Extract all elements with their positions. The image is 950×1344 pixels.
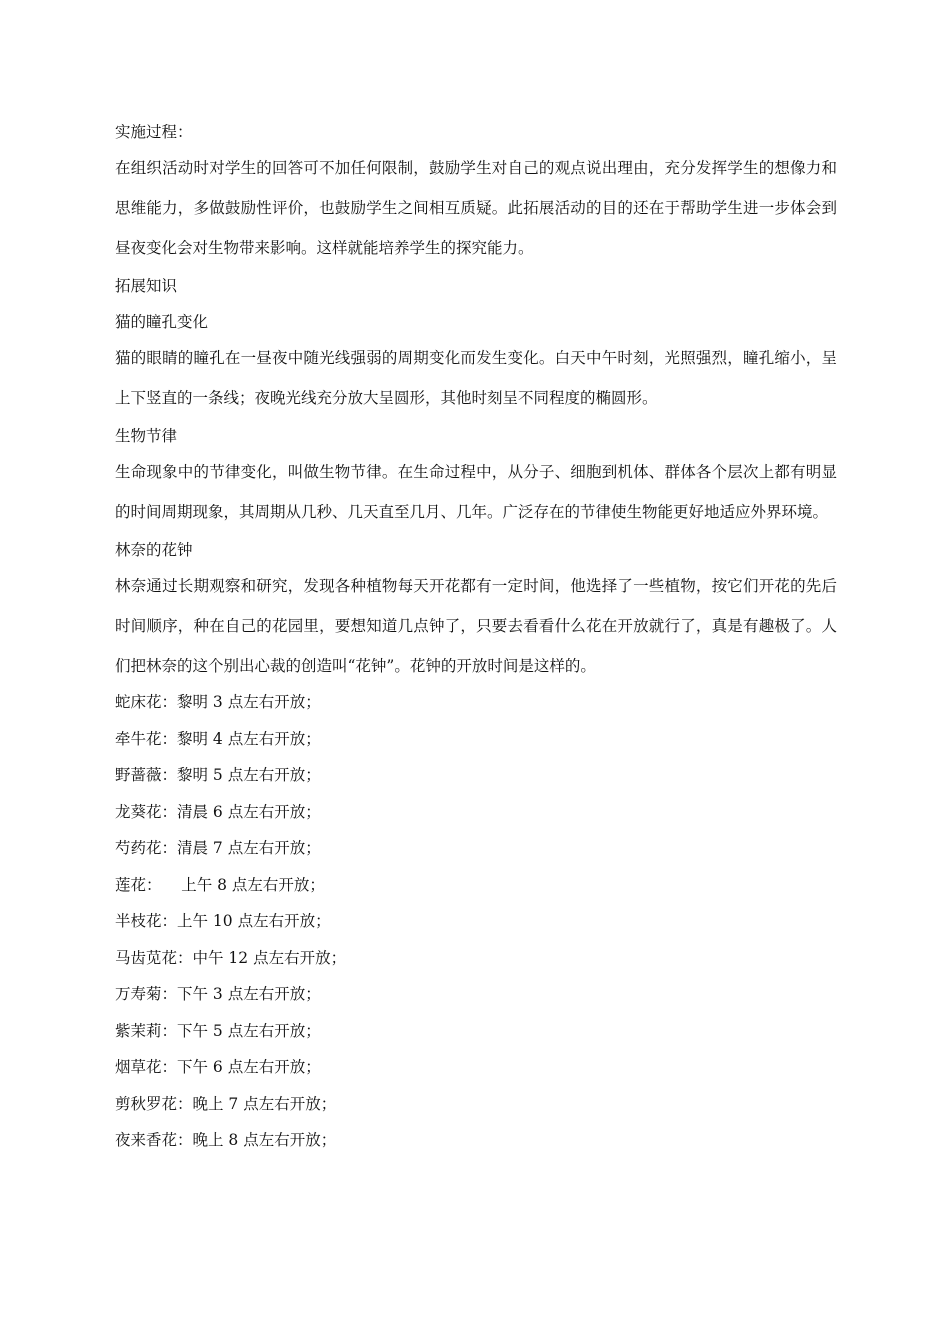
list-item: 剪秋罗花：晚上 7 点左右开放；: [115, 1094, 337, 1113]
list-item: 马齿苋花：中午 12 点左右开放；: [115, 948, 347, 967]
flower-clock-list: [115, 692, 837, 1150]
section-heading-extended-knowledge: 拓展知识: [115, 277, 178, 295]
paragraph-implementation: 在组织活动时对学生的回答可不加任何限制，鼓励学生对自己的观点说出理由，充分发挥学生的想像力和思维能力，多做鼓励性评价，也鼓励学生之间相互质疑。此拓展活动的目的还在于帮助学生进一步体会到昼夜变化会对生物带来影响。这样就能培养学生的探究能力。: [115, 159, 837, 257]
paragraph-flower-clock: 林奈通过长期观察和研究，发现各种植物每天开花都有一定时间，他选择了一些植物，按它们开花的先后时间顺序，种在自己的花园里，要想知道几点钟了，只要去看看什么花在开放就行了，真是有趣极了。人们把林奈的这个别出心裁的创造叫“花钟”。花钟的开放时间是这样的。: [115, 577, 837, 675]
section-heading-cat-pupil: 猫的瞳孔变化: [115, 313, 209, 331]
list-item: 莲花： 上午 8 点左右开放；: [115, 875, 325, 894]
list-item: 蛇床花：黎明 3 点左右开放；: [115, 693, 321, 711]
paragraph-cat-pupil: 猫的眼睛的瞳孔在一昼夜中随光线强弱的周期变化而发生变化。白天中午时刻，光照强烈，瞳孔缩小，呈上下竖直的一条线；夜晚光线充分放大呈圆形，其他时刻呈不同程度的椭圆形。: [115, 349, 837, 407]
document-page: [115, 122, 837, 1167]
section-heading-biorhythm: 生物节律: [115, 427, 178, 445]
list-item: 万寿菊：下午 3 点左右开放；: [115, 985, 321, 1003]
paragraph-biorhythm: 生命现象中的节律变化，叫做生物节律。在生命过程中，从分子、细胞到机体、群体各个层次上都有明显的时间周期现象，其周期从几秒、几天直至几月、几年。广泛存在的节律使生物能更好地适应外界环境。: [115, 463, 837, 521]
section-heading-flower-clock: 林奈的花钟: [115, 541, 193, 559]
list-item: 野蔷薇：黎明 5 点左右开放；: [115, 766, 321, 784]
list-item: 烟草花：下午 6 点左右开放；: [115, 1058, 321, 1076]
list-item: 牵牛花：黎明 4 点左右开放；: [115, 729, 321, 748]
list-item: 半枝花：上午 10 点左右开放；: [115, 912, 331, 930]
section-heading-implementation: 实施过程：: [115, 123, 193, 141]
list-item: 紫茉莉：下午 5 点左右开放；: [115, 1021, 321, 1040]
list-item: 龙葵花：清晨 6 点左右开放；: [115, 802, 321, 821]
list-item: 夜来香花：晚上 8 点左右开放；: [115, 1131, 337, 1149]
list-item: 芍药花：清晨 7 点左右开放；: [115, 839, 321, 857]
